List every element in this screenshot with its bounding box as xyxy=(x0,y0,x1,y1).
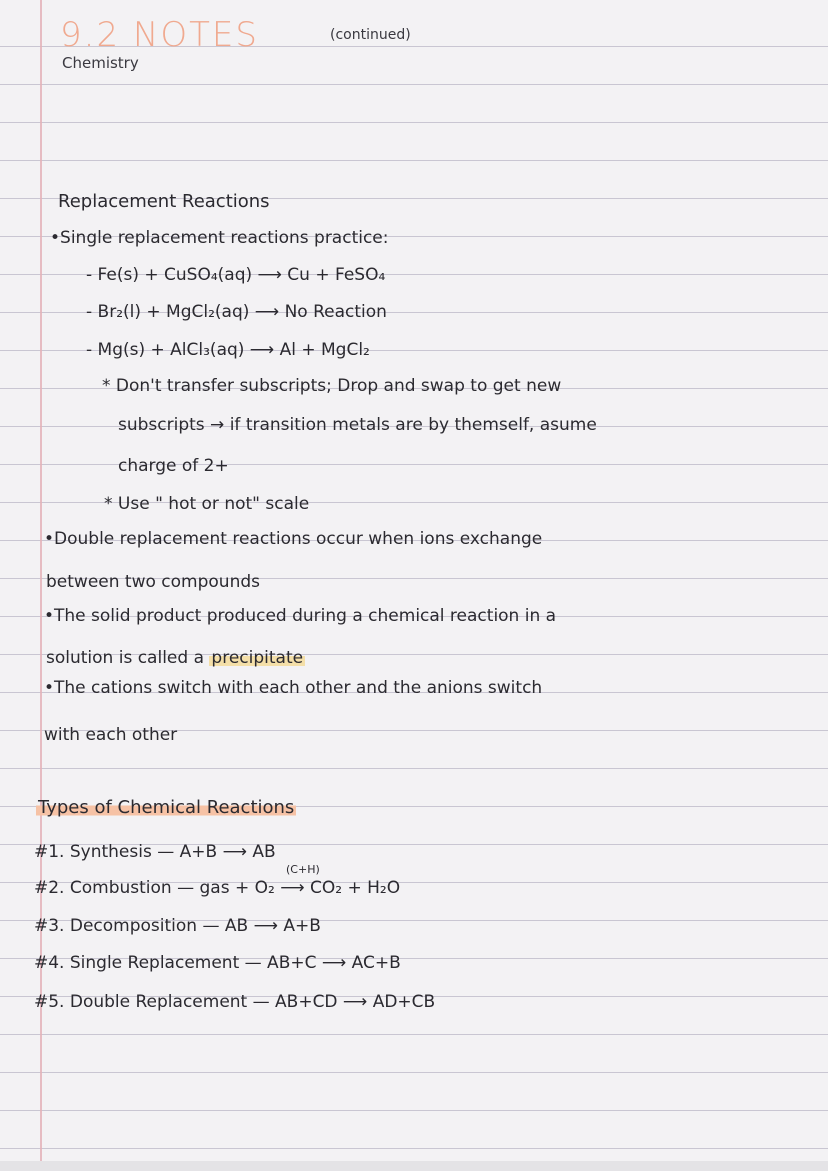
precipitate-line-2 xyxy=(46,650,305,667)
reaction-type-2-name: #2. Combustion xyxy=(34,878,172,898)
reaction-type-1-formula: — A+B ⟶ AB xyxy=(157,842,276,862)
section-heading-types xyxy=(36,799,296,817)
tip-subscripts-line-3: charge of 2+ xyxy=(118,456,229,476)
practice-reaction-3: - Mg(s) + AlCl₃(aq) ⟶ Al + MgCl₂ xyxy=(86,340,370,360)
tip-subscripts-line-1: * Don't transfer subscripts; Drop and swap to get new xyxy=(102,376,562,396)
reaction-type-2-formula: — gas + O₂ ⟶ CO₂ + H₂O xyxy=(177,878,401,898)
tip-hot-or-not: * Use " hot or not" scale xyxy=(104,494,310,514)
section-heading-replacement: Replacement Reactions xyxy=(58,191,270,212)
cations-line-1: •The cations switch with each other and the anions switch xyxy=(44,678,543,698)
reaction-type-4 xyxy=(34,955,401,972)
reaction-type-3-name: #3. Decomposition xyxy=(34,916,198,936)
reaction-type-5-name: #5. Double Replacement xyxy=(34,992,248,1012)
continued-label: (continued) xyxy=(330,27,411,43)
practice-reaction-2: - Br₂(l) + MgCl₂(aq) ⟶ No Reaction xyxy=(86,302,387,322)
single-replacement-intro: •Single replacement reactions practice: xyxy=(50,228,389,248)
reaction-type-5 xyxy=(34,994,435,1011)
cations-line-2: with each other xyxy=(44,725,178,745)
reaction-type-1 xyxy=(34,844,276,861)
reaction-type-4-name: #4. Single Replacement xyxy=(34,953,240,973)
combustion-note: (C+H) xyxy=(286,863,320,876)
precipitate-line-2-text: solution is called a xyxy=(46,648,210,668)
double-replacement-line-1: •Double replacement reactions occur when ions exchange xyxy=(44,529,543,549)
page-bottom-edge xyxy=(0,1161,828,1171)
reaction-type-4-formula: — AB+C ⟶ AC+B xyxy=(244,953,401,973)
double-replacement-line-2: between two compounds xyxy=(46,572,260,592)
reaction-type-2 xyxy=(34,880,400,897)
reaction-type-5-formula: — AB+CD ⟶ AD+CB xyxy=(252,992,436,1012)
precipitate-line-1: •The solid product produced during a chemical reaction in a xyxy=(44,606,557,626)
reaction-type-3-formula: — AB ⟶ A+B xyxy=(202,916,321,936)
page-title: 9.2 NOTES xyxy=(60,15,259,55)
precipitate-term: precipitate xyxy=(211,648,304,668)
reaction-type-3 xyxy=(34,918,321,935)
tip-subscripts-line-2: subscripts → if transition metals are by themself, asume xyxy=(118,415,597,435)
reaction-type-1-name: #1. Synthesis xyxy=(34,842,152,862)
practice-reaction-1: - Fe(s) + CuSO₄(aq) ⟶ Cu + FeSO₄ xyxy=(86,265,386,285)
subject-label: Chemistry xyxy=(62,54,139,72)
types-heading-text: Types of Chemical Reactions xyxy=(38,797,295,818)
